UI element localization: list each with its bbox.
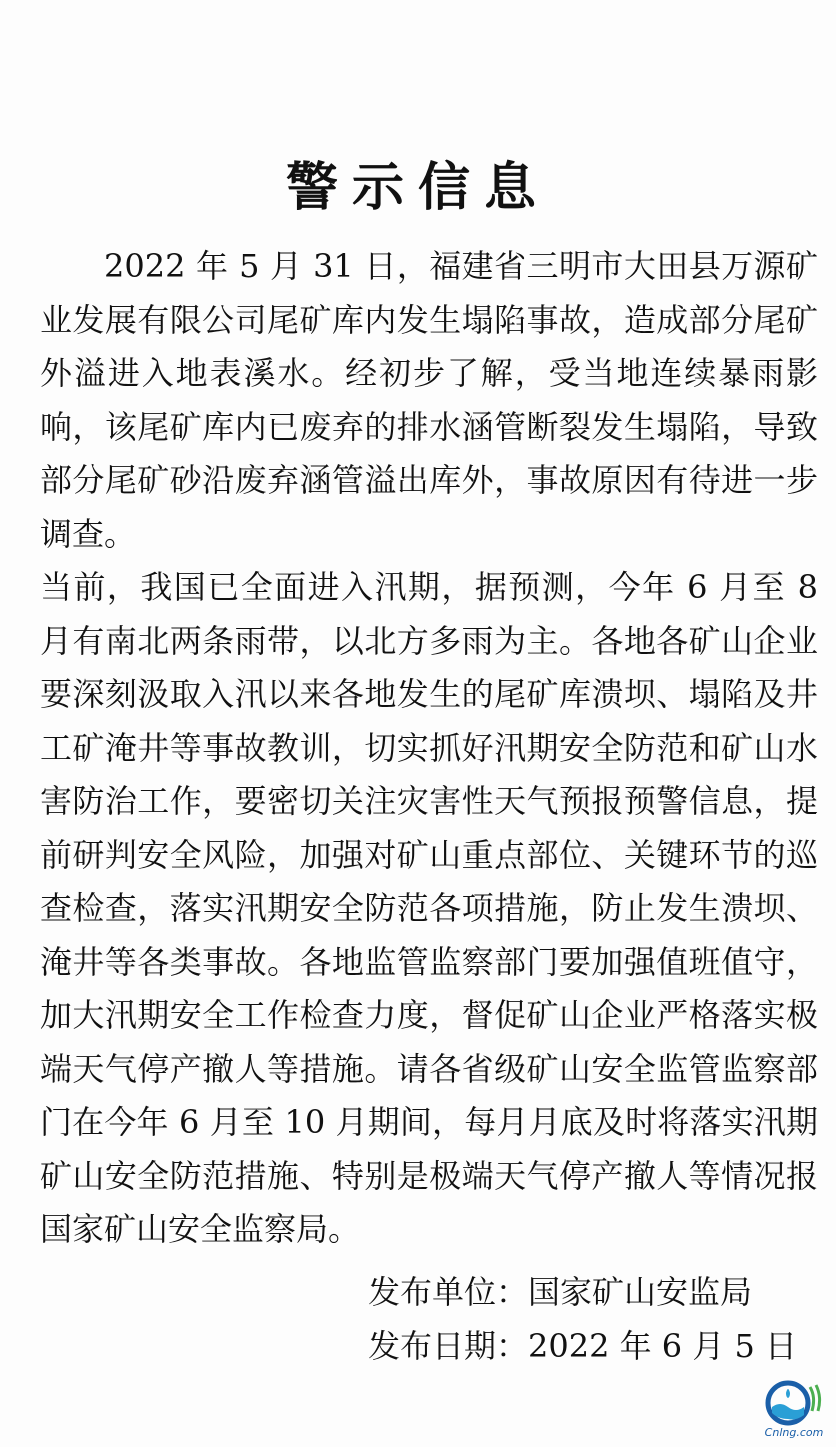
date-line	[368, 1322, 797, 1370]
watermark-text: Cnlng.com	[764, 1426, 824, 1439]
paragraph-warning: 当前，我国已全面进入汛期，据预测，今年 6 月至 8 月有南北两条雨带，以北方多雨为主。各地各矿山企业要深刻汲取入汛以来各地发生的尾矿库溃坝、塌陷及井工矿淹井等事故教训，切实抓好汛期安全防范和矿山水害防治工作，要密切关注灾害性天气预报预警信息，提前研判安全风险，加强对矿山重点部位、关键环节的巡查检查，落实汛期安全防范各项措施，防止发生溃坝、淹井等各类事故。各地监管监察部门要加强值班值守，加大汛期安全工作检查力度，督促矿山企业严格落实极端天气停产撤人等措施。请各省级矿山安全监管监察部门在今年 6 月至 10 月期间，每月月底及时将落实汛期矿山安全防范措施、特别是极端天气停产撤人等情况报国家矿山安全监察局。	[40, 568, 818, 1248]
document-body	[40, 240, 818, 1257]
issuer-value: 国家矿山安监局	[528, 1273, 753, 1311]
watermark-logo-icon	[758, 1375, 830, 1439]
date-label: 发布日期：	[368, 1327, 529, 1365]
issuer-label: 发布单位：	[368, 1273, 529, 1311]
issuer-line	[368, 1268, 752, 1316]
date-value: 2022 年 6 月 5 日	[528, 1327, 798, 1365]
document-title: 警示信息	[285, 158, 550, 218]
paragraph-incident: 2022 年 5 月 31 日，福建省三明市大田县万源矿业发展有限公司尾矿库内发生塌陷事故，造成部分尾矿外溢进入地表溪水。经初步了解，受当地连续暴雨影响，该尾矿库内已废弃的排水涵管断裂发生塌陷，导致部分尾矿砂沿废弃涵管溢出库外，事故原因有待进一步调查。	[40, 247, 818, 553]
